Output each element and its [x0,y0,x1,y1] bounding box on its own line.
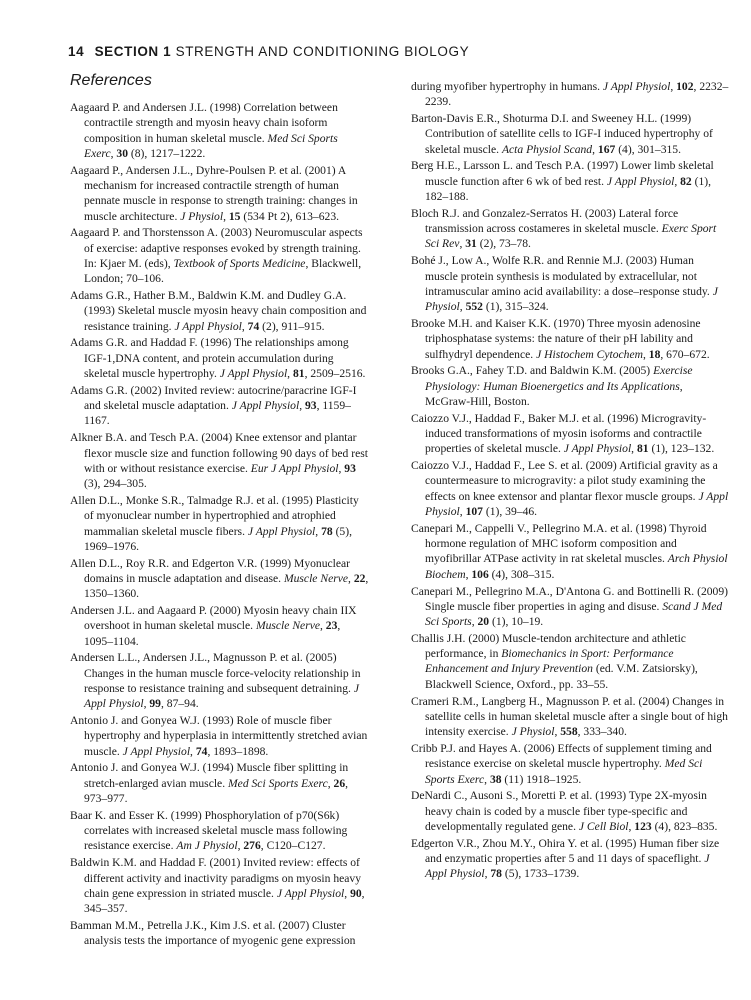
journal-title: J Physiol [180,209,224,223]
volume-number: 93 [344,461,356,475]
reference-text: , McGraw-Hill, Boston. [425,379,683,408]
reference-text: Edgerton V.R., Zhou M.Y., Ohira Y. et al. (1995) Human fiber size and enzymatic properties after 5 and 11 days of spaceflight. [411,836,720,866]
reference-entry [411,253,729,314]
volume-number: 74 [195,744,208,758]
reference-text: (2), 911–915. [259,319,325,333]
journal-title: Scand J Med Sci Sports [425,599,723,629]
right-reference-column [411,79,729,1000]
volume-number: 552 [465,300,483,314]
reference-entry [411,111,729,157]
reference-entry [70,556,370,602]
volume-number: 81 [292,367,305,381]
reference-text: , 1893–1898. [207,744,269,758]
reference-entry [70,760,370,806]
reference-entry [411,411,729,457]
journal-title: J Appl Physiol [122,744,191,758]
reference-entry [70,100,370,161]
reference-entry [411,316,729,362]
reference-text: , [241,319,248,333]
reference-text: , [484,867,491,881]
reference-text: , [459,237,466,251]
reference-text: (2), 73–78. [476,237,531,251]
reference-text: Cribb P.J. and Hayes A. (2006) Effects of supplement timing and resistance exercise on skeletal muscle hypertrophy. [411,741,712,771]
reference-text: , 87–94. [160,697,199,711]
journal-title: J Appl Physiol [231,399,300,413]
journal-title: J Appl Physiol [174,319,242,333]
reference-text: , [190,744,196,758]
reference-text: Alkner B.A. and Tesch P.A. (2004) Knee extensor and plantar flexor muscle size and function following 90 days of bed rest with or without resistance exercise. [70,431,368,475]
volume-number: 23 [325,619,338,633]
volume-number: 22 [353,571,366,585]
reference-entry [70,383,370,429]
reference-text: (4), 301–315. [615,142,681,156]
reference-text: (5), 1733–1739. [501,867,580,881]
reference-text: (1), 10–19. [489,615,544,629]
reference-text: , [338,461,345,475]
reference-text: , Blackwell, London; 70–106. [84,256,362,286]
volume-number: 18 [648,347,661,361]
reference-text: , [471,615,478,629]
reference-text: Canepari M., Pellegrino M.A., D'Antona G. and Bottinelli R. (2009) Single muscle fiber properties in aging and disuse. [411,584,729,613]
reference-text: (ed. V.M. Zatsiorsky), Blackwell Science, Oxford., pp. 33–55. [425,662,698,691]
reference-entry [70,163,370,224]
reference-entry [411,836,729,882]
volume-number: 276 [243,839,261,853]
reference-text: , [327,776,334,790]
volume-number: 93 [304,399,317,413]
reference-text: , [315,524,322,538]
reference-text: , [670,80,677,93]
reference-text: Baar K. and Esser K. (1999) Phosphorylation of p70(S6k) correlates with increased skeletal muscle mass following resistance exercise. [70,808,348,853]
reference-text: (11) 1918–1925. [501,772,582,786]
reference-text: (1), 315–324. [482,300,549,314]
reference-text: Allen D.L., Roy R.R. and Edgerton V.R. (1999) Myonuclear domains in muscle adaptation and disease. [70,556,351,585]
reference-text: Andersen J.L. and Aagaard P. (2000) Myosin heavy chain IIX overshoot in human skeletal muscle. [70,604,357,633]
journal-title: Exerc Sport Sci Rev [425,222,717,251]
reference-text: , [110,146,117,160]
reference-entry [70,713,370,759]
reference-text: Andersen L.L., Andersen J.L., Magnusson P. et al. (2005) Changes in the human muscle force-velocity relationship in response to resistance training and subsequent detraining. [70,651,361,695]
volume-number: 82 [680,174,692,188]
journal-title: J Cell Biol [578,819,629,833]
reference-entry [70,808,370,854]
running-head [68,44,469,59]
reference-text: Adams G.R. and Haddad F. (1996) The relationships among IGF-1,DNA content, and protein accumulation during skeletal muscle hypertrophy. [70,336,349,381]
journal-title: Eur J Appl Physiol [250,461,339,475]
reference-text: , 973–977. [84,776,349,806]
reference-text: , [674,174,681,188]
journal-title: J Appl Physiol [219,367,288,381]
reference-entry [70,918,370,949]
volume-number: 102 [676,80,694,93]
volume-number: 107 [465,505,483,519]
reference-entry [70,855,370,916]
reference-text: , 1095–1104. [84,619,341,648]
reference-text: Berg H.E., Larsson L. and Tesch P.A. (1997) Lower limb skeletal muscle function after 6 wk of bed rest. [411,159,714,188]
volume-number: 78 [490,867,502,881]
reference-text: Adams G.R., Hather B.M., Baldwin K.M. and Dudley G.A. (1993) Skeletal muscle myosin heavy chain composition and resistance training. [70,289,367,333]
reference-text: Caiozzo V.J., Haddad F., Lee S. et al. (2009) Artificial gravity as a countermeasure to microgravity: a pilot study examining the effects on knee extensor and plantar flexor muscle groups. [411,459,718,503]
volume-number: 15 [228,209,241,223]
journal-title: Textbook of Sports Medicine [173,256,306,270]
chapter-title: STRENGTH AND CONDITIONING BIOLOGY [175,44,470,59]
volume-number: 123 [634,819,652,833]
volume-number: 90 [350,886,362,900]
reference-text: , [299,399,305,413]
reference-text: , 2509–2516. [304,367,366,381]
reference-text: , C120–C127. [260,839,326,853]
reference-text: , [348,571,354,585]
reference-text: , [628,819,635,833]
reference-text: , [631,442,637,456]
journal-title: J Appl Physiol [425,852,710,881]
volume-number: 31 [465,237,477,251]
reference-text: , [320,619,326,633]
reference-text: , [237,839,244,853]
reference-entry [70,335,370,381]
reference-entry [411,158,729,204]
reference-text: Antonio J. and Gonyea W.J. (1993) Role of muscle fiber hypertrophy and hyperplasia in intermittently stretched avian muscle. [70,714,368,758]
reference-entry [411,363,729,409]
journal-title: Med Sci Sports Exerc [84,131,338,160]
reference-text: (4), 308–315. [488,567,555,581]
reference-text: Brooke M.H. and Kaiser K.K. (1970) Three myosin adenosine triphosphatase systems: the nature of their pH lability and sulfhydryl dependence. [411,316,701,361]
reference-text: Barton-Davis E.R., Shoturma D.I. and Sweeney H.L. (1999) Contribution of satellite cells to IGF-I induced hypertrophy of skeletal muscle. [411,112,713,156]
journal-title: Biomechanics in Sport: Performance Enhancement and Injury Prevention [425,647,674,676]
reference-text: Bamman M.M., Petrella J.K., Kim J.S. et al. (2007) Cluster analysis tests the importance of myogenic gene expression [70,918,356,948]
journal-title: J Appl Physiol [602,80,671,93]
volume-number: 99 [149,697,161,711]
reference-text: , [223,209,229,223]
reference-text: Crameri R.M., Langberg H., Magnusson P. et al. (2004) Changes in satellite cells in human skeletal muscle after a single bout of high intensity exercise. [411,694,728,739]
reference-entry [70,430,370,491]
journal-title: Muscle Nerve [255,619,320,633]
page-number: 14 [68,44,85,59]
reference-text: , [484,772,490,786]
reference-entry [411,458,729,519]
reference-entry [70,225,370,286]
reference-text: Bohé J., Low A., Wolfe R.R. and Rennie M.J. (2003) Human muscle protein synthesis is modulated by extracellular, not intramuscular amino acid availability: a dose–response study. [411,254,713,298]
reference-entry [411,584,729,630]
volume-number: 26 [333,776,346,790]
journal-title: J Appl Physiol [276,886,345,900]
reference-text: Aagaard P., Andersen J.L., Dyhre-Poulsen P. et al. (2001) A mechanism for increased contractile strength of human pennate muscle in response to strength training: changes in muscle architecture. [70,163,358,223]
reference-text: (8), 1217–1222. [128,146,206,160]
journal-title: J Appl Physiol [425,489,729,519]
references-heading: References [70,72,152,89]
reference-entry [411,631,729,692]
journal-title: J Physiol [511,725,555,739]
reference-text: (534 Pt 2), 613–623. [240,209,340,223]
reference-text: , [459,505,466,519]
reference-text: , 1159–1167. [84,399,351,428]
reference-entry [411,788,729,834]
volume-number: 106 [471,567,489,581]
reference-text: , 670–672. [660,347,710,361]
reference-text: Challis J.H. (2000) Muscle-tendon architecture and athletic performance, in [411,631,686,661]
journal-title: Acta Physiol Scand [501,142,593,156]
reference-text: , 345–357. [84,886,365,916]
reference-text: (4), 823–835. [651,819,718,833]
reference-text: Bloch R.J. and Gonzalez-Serratos H. (2003) Lateral force transmission across costameres in skeletal muscle. [411,206,679,236]
reference-text: during myofiber hypertrophy in humans. [411,80,603,93]
reference-text: DeNardi C., Ausoni S., Moretti P. et al. (1993) Type 2X-myosin heavy chain is coded by a muscle fiber type-specific and developmentally regulated gene. [411,789,707,833]
reference-text: (1), 39–46. [482,505,538,519]
volume-number: 74 [247,319,260,333]
journal-title: Med Sci Sports Exerc [228,776,328,790]
reference-text: , [642,347,649,361]
journal-title: Muscle Nerve [283,571,349,585]
reference-text: (5), 1969–1976. [84,524,352,553]
volume-number: 558 [560,725,578,739]
reference-entry [411,521,729,582]
reference-text: , 1350–1360. [84,571,369,601]
reference-text: Caiozzo V.J., Haddad F., Baker M.J. et al. (1996) Microgravity-induced transformations of myosin isoforms and contractile properties of skeletal muscle. [411,411,707,456]
reference-entry [411,206,729,252]
journal-title: Exercise Physiology: Human Bioenergetics and Its Applications [425,364,693,393]
reference-text: Aagaard P. and Andersen J.L. (1998) Correlation between contractile strength and myosin heavy chain isoform composition in human skeletal muscle. [70,101,338,145]
volume-number: 30 [116,146,128,160]
volume-number: 78 [321,524,333,538]
journal-title: J Appl Physiol [563,442,632,456]
reference-entry [70,603,370,649]
reference-text: , 333–340. [577,725,627,739]
volume-number: 38 [489,772,502,786]
journal-title: J Appl Physiol [247,524,316,538]
reference-entry [411,694,729,740]
reference-text: Antonio J. and Gonyea W.J. (1994) Muscle fiber splitting in stretch-enlarged avian muscle. [70,761,349,790]
reference-entry [70,288,370,334]
reference-text: , 2232–2239. [425,80,729,109]
journal-title: Med Sci Sports Exerc [425,757,703,786]
reference-text: , [592,142,598,156]
journal-title: J Appl Physiol [84,681,359,711]
reference-entry [411,741,729,787]
left-reference-column [70,100,370,1000]
reference-text: Canepari M., Cappelli V., Pellegrino M.A. et al. (1998) Thyroid hormone regulation of MHC isoform composition and myofibrillar ATPase activity in rat skeletal muscles. [411,521,707,566]
reference-text: Adams G.R. (2002) Invited review: autocrine/paracrine IGF-I and skeletal muscle adaptation. [70,383,357,413]
reference-text: , [143,697,150,711]
reference-text: Brooks G.A., Fahey T.D. and Baldwin K.M. (2005) [411,364,654,378]
journal-title: Arch Physiol Biochem [425,552,728,581]
reference-entry [70,650,370,711]
reference-text: (1), 123–132. [648,442,715,456]
reference-text: , [459,300,466,314]
reference-text: (1), 182–188. [425,174,712,204]
reference-text: (3), 294–305. [84,477,147,491]
journal-title: J Histochem Cytochem [536,347,643,361]
section-label: SECTION 1 [94,44,172,59]
journal-title: J Physiol [425,284,718,314]
reference-text: , [554,725,561,739]
reference-text: Allen D.L., Monke S.R., Talmadge R.J. et al. (1995) Plasticity of myonuclear number in hypertrophied and atrophied mammalian skeletal muscle fibers. [70,493,359,538]
journal-title: J Appl Physiol [606,174,675,188]
reference-text: , [344,886,351,900]
journal-title: Am J Physiol [176,839,238,853]
volume-number: 20 [477,615,490,629]
reference-entry [70,493,370,554]
reference-entry [411,79,729,110]
reference-text: Baldwin K.M. and Haddad F. (2001) Invited review: effects of different activity and inactivity paradigms on myosin heavy chain gene expression in striated muscle. [70,856,361,900]
volume-number: 167 [597,142,616,156]
reference-text: , [465,567,472,581]
reference-text: Aagaard P. and Thorstensson A. (2003) Neuromuscular aspects of exercise: adaptive responses evoked by strength training. In: Kjaer M. (eds), [70,226,363,270]
reference-text: , [287,367,293,381]
volume-number: 81 [636,442,649,456]
